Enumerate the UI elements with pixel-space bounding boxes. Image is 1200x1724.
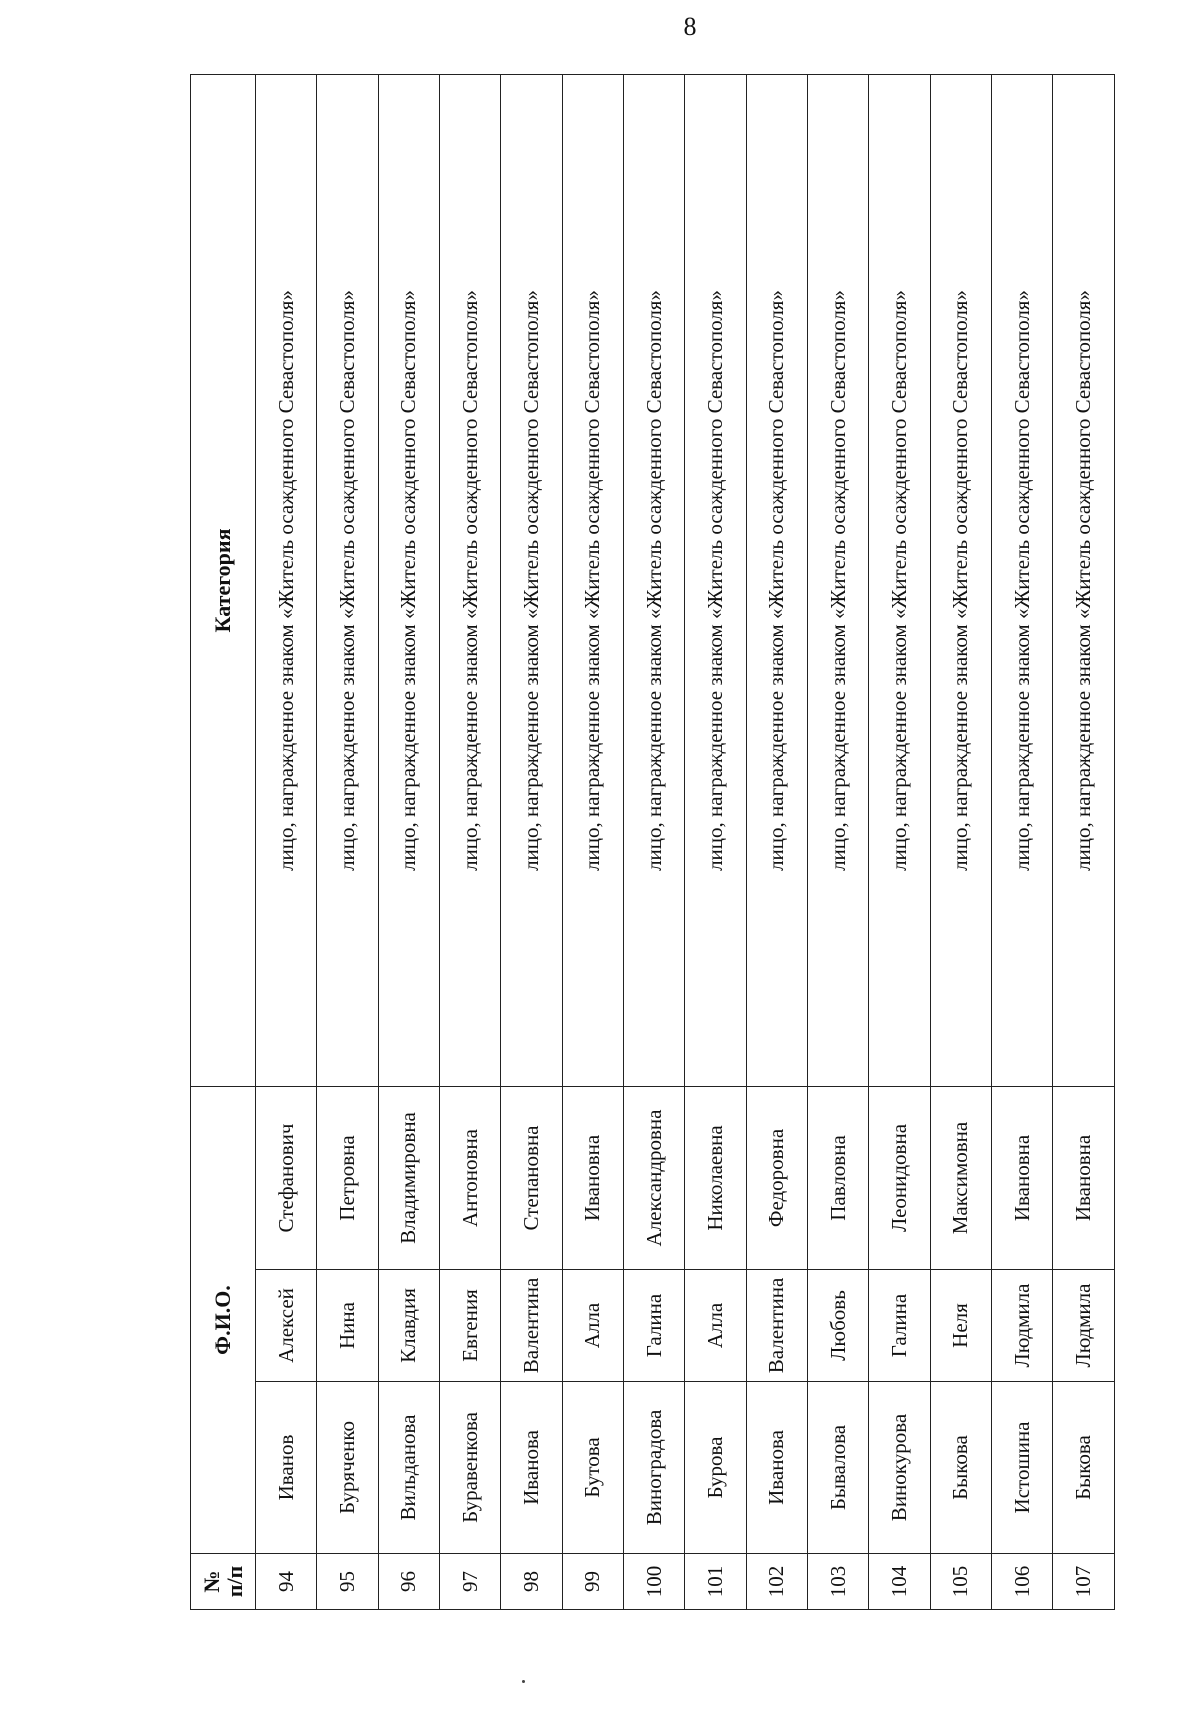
last-name-cell: Виноградова [624, 1382, 685, 1554]
first-name-cell: Галина [869, 1270, 930, 1382]
patronymic-cell: Ивановна [992, 1086, 1053, 1269]
table-row [869, 74, 930, 1609]
last-name-cell: Иванов [256, 1382, 317, 1554]
row-number-cell: 102 [746, 1554, 807, 1610]
row-number-cell: 106 [992, 1554, 1053, 1610]
patronymic-cell: Павловна [808, 1086, 869, 1269]
first-name-cell: Нина [317, 1270, 378, 1382]
table-body [256, 74, 1115, 1609]
row-number-cell: 96 [378, 1554, 439, 1610]
first-name-cell: Любовь [808, 1270, 869, 1382]
category-cell: лицо, награжденное знаком «Житель осажденного Севастополя» [1053, 74, 1115, 1086]
table-header-row [191, 74, 256, 1609]
patronymic-cell: Стефанович [256, 1086, 317, 1269]
category-cell: лицо, награжденное знаком «Житель осажденного Севастополя» [501, 74, 562, 1086]
last-name-cell: Истошина [992, 1382, 1053, 1554]
first-name-cell: Людмила [1053, 1270, 1115, 1382]
last-name-cell: Винокурова [869, 1382, 930, 1554]
row-number-cell: 97 [440, 1554, 501, 1610]
recipients-table [190, 74, 1115, 1610]
rotated-table-container [190, 75, 1115, 1610]
row-number-cell: 95 [317, 1554, 378, 1610]
category-cell: лицо, награжденное знаком «Житель осажденного Севастополя» [930, 74, 991, 1086]
category-cell: лицо, награжденное знаком «Житель осажденного Севастополя» [869, 74, 930, 1086]
table-row [317, 74, 378, 1609]
category-cell: лицо, награжденное знаком «Житель осажденного Севастополя» [256, 74, 317, 1086]
patronymic-cell: Антоновна [440, 1086, 501, 1269]
category-cell: лицо, награжденное знаком «Житель осажденного Севастополя» [378, 74, 439, 1086]
row-number-cell: 104 [869, 1554, 930, 1610]
table-row [562, 74, 623, 1609]
patronymic-cell: Федоровна [746, 1086, 807, 1269]
table-row [808, 74, 869, 1609]
header-number-abbr: п/п [222, 1565, 247, 1598]
table-row [256, 74, 317, 1609]
category-cell: лицо, награжденное знаком «Житель осажденного Севастополя» [440, 74, 501, 1086]
row-number-cell: 105 [930, 1554, 991, 1610]
header-category: Категория [191, 74, 256, 1086]
row-number-cell: 103 [808, 1554, 869, 1610]
row-number-cell: 107 [1053, 1554, 1115, 1610]
last-name-cell: Бутова [562, 1382, 623, 1554]
first-name-cell: Валентина [746, 1270, 807, 1382]
table-row [1053, 74, 1115, 1609]
row-number-cell: 99 [562, 1554, 623, 1610]
first-name-cell: Евгения [440, 1270, 501, 1382]
patronymic-cell: Петровна [317, 1086, 378, 1269]
category-cell: лицо, награжденное знаком «Житель осажденного Севастополя» [685, 74, 746, 1086]
category-cell: лицо, награжденное знаком «Житель осажденного Севастополя» [624, 74, 685, 1086]
last-name-cell: Иванова [501, 1382, 562, 1554]
header-fio: Ф.И.О. [191, 1086, 256, 1553]
first-name-cell: Алла [562, 1270, 623, 1382]
category-cell: лицо, награжденное знаком «Житель осажденного Севастополя» [317, 74, 378, 1086]
first-name-cell: Людмила [992, 1270, 1053, 1382]
category-cell: лицо, награжденное знаком «Житель осажденного Севастополя» [746, 74, 807, 1086]
last-name-cell: Буравенкова [440, 1382, 501, 1554]
patronymic-cell: Ивановна [562, 1086, 623, 1269]
table-row [992, 74, 1053, 1609]
last-name-cell: Иванова [746, 1382, 807, 1554]
table-row [930, 74, 991, 1609]
last-name-cell: Бывалова [808, 1382, 869, 1554]
table-row [685, 74, 746, 1609]
patronymic-cell: Николаевна [685, 1086, 746, 1269]
first-name-cell: Галина [624, 1270, 685, 1382]
header-number [191, 1554, 256, 1610]
scan-speck [522, 1680, 525, 1683]
patronymic-cell: Александровна [624, 1086, 685, 1269]
first-name-cell: Неля [930, 1270, 991, 1382]
first-name-cell: Алла [685, 1270, 746, 1382]
first-name-cell: Алексей [256, 1270, 317, 1382]
table-row [501, 74, 562, 1609]
row-number-cell: 98 [501, 1554, 562, 1610]
table-row [746, 74, 807, 1609]
row-number-cell: 100 [624, 1554, 685, 1610]
row-number-cell: 94 [256, 1554, 317, 1610]
table-row [440, 74, 501, 1609]
last-name-cell: Быкова [1053, 1382, 1115, 1554]
last-name-cell: Вильданова [378, 1382, 439, 1554]
row-number-cell: 101 [685, 1554, 746, 1610]
last-name-cell: Буряченко [317, 1382, 378, 1554]
patronymic-cell: Максимовна [930, 1086, 991, 1269]
last-name-cell: Бурова [685, 1382, 746, 1554]
first-name-cell: Клавдия [378, 1270, 439, 1382]
patronymic-cell: Леонидовна [869, 1086, 930, 1269]
category-cell: лицо, награжденное знаком «Житель осажденного Севастополя» [992, 74, 1053, 1086]
patronymic-cell: Владимировна [378, 1086, 439, 1269]
category-cell: лицо, награжденное знаком «Житель осажденного Севастополя» [562, 74, 623, 1086]
first-name-cell: Валентина [501, 1270, 562, 1382]
header-number-symbol: № [198, 1570, 224, 1593]
category-cell: лицо, награжденное знаком «Житель осажденного Севастополя» [808, 74, 869, 1086]
page-number: 8 [683, 12, 697, 41]
table-row [624, 74, 685, 1609]
patronymic-cell: Степановна [501, 1086, 562, 1269]
last-name-cell: Быкова [930, 1382, 991, 1554]
table-row [378, 74, 439, 1609]
patronymic-cell: Ивановна [1053, 1086, 1115, 1269]
